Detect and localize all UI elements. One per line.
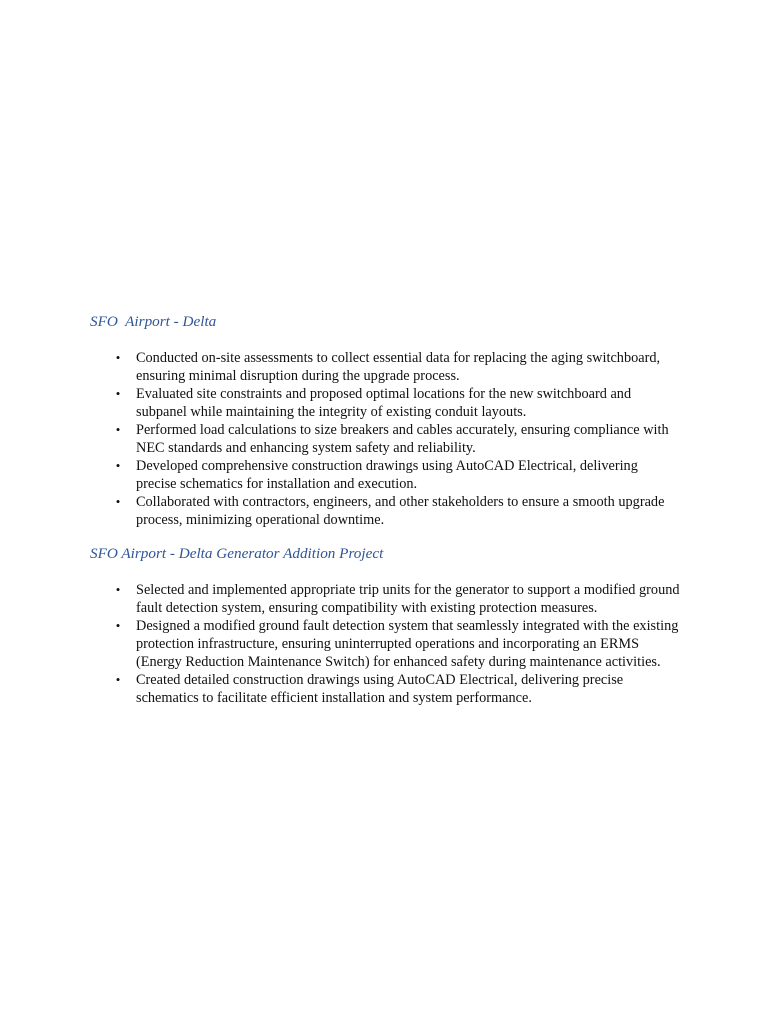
section-heading-sfo-airport-delta-generator: SFO Airport - Delta Generator Addition Project: [90, 545, 384, 562]
list-item: [0, 385, 681, 421]
bullet-icon: •: [115, 582, 121, 597]
list-item: [0, 671, 681, 707]
bullet-icon: •: [115, 350, 121, 365]
list-item: [0, 457, 681, 493]
section-heading-sfo-airport-delta: SFO Airport - Delta: [90, 313, 217, 330]
list-item-text: Selected and implemented appropriate trip units for the generator to support a modified ground fault detection system, ensuring compatibility with existing protection measures.: [136, 582, 680, 616]
bullet-icon: •: [115, 618, 121, 633]
bullet-icon: •: [115, 386, 121, 401]
list-item: [0, 421, 681, 457]
list-item-text: Collaborated with contractors, engineers, and other stakeholders to ensure a smooth upgrade process, minimizing operational downtime.: [136, 494, 665, 528]
list-item-text: Created detailed construction drawings using AutoCAD Electrical, delivering precise schematics to facilitate efficient installation and system performance.: [136, 672, 624, 706]
bullet-list-sfo-airport-delta: [0, 349, 768, 529]
list-item-text: Evaluated site constraints and proposed optimal locations for the new switchboard and subpanel while maintaining the integrity of existing conduit layouts.: [136, 386, 632, 420]
list-item: [0, 493, 681, 529]
bullet-icon: •: [115, 494, 121, 509]
bullet-icon: •: [115, 458, 121, 473]
list-item: [0, 617, 681, 671]
list-item-text: Conducted on-site assessments to collect essential data for replacing the aging switchboard, ensuring minimal disruption during the upgrade process.: [136, 350, 661, 384]
list-item-text: Performed load calculations to size breakers and cables accurately, ensuring compliance with NEC standards and enhancing system safety and reliability.: [136, 422, 669, 456]
bullet-list-sfo-airport-delta-generator: [0, 581, 768, 707]
bullet-icon: •: [115, 672, 121, 687]
list-item: [0, 581, 681, 617]
bullet-icon: •: [115, 422, 121, 437]
list-item: [0, 349, 681, 385]
list-item-text: Developed comprehensive construction drawings using AutoCAD Electrical, delivering precise schematics for installation and execution.: [136, 458, 638, 492]
list-item-text: Designed a modified ground fault detection system that seamlessly integrated with the existing protection infrastructure, ensuring uninterrupted operations and incorporating an ERMS (Energy Reduction Maintenance Switch) for enhanced safety during maintenance activities.: [136, 618, 679, 670]
